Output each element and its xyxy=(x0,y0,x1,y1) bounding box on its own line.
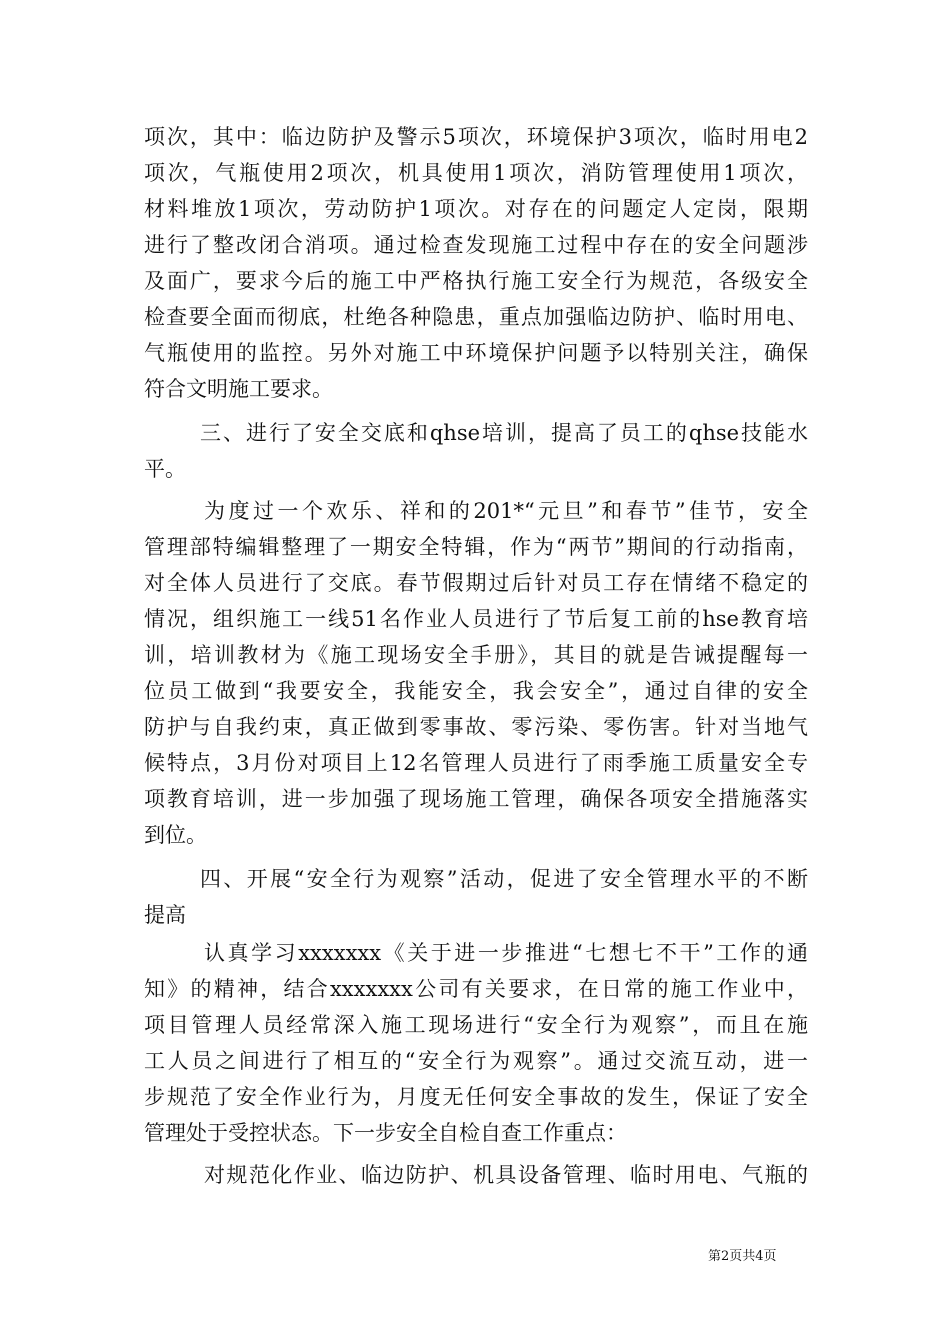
text-line: 知》的精神，结合xxxxxxx公司有关要求，在日常的施工作业中， xyxy=(144,977,808,1001)
section-heading-3: 三、进行了安全交底和qhse培训，提高了员工的qhse技能水 xyxy=(200,421,808,445)
text-line: 候特点，3月份对项目上12名管理人员进行了雨季施工质量安全专 xyxy=(144,751,808,775)
text-line: 对规范化作业、临边防护、机具设备管理、临时用电、气瓶的 xyxy=(204,1163,808,1187)
text-line: 位员工做到“我要安全，我能安全，我会安全”，通过自律的安全 xyxy=(144,679,808,703)
text-line: 进行了整改闭合消项。通过检查发现施工过程中存在的安全问题涉 xyxy=(144,233,808,257)
text-line: 管理部特编辑整理了一期安全特辑，作为“两节”期间的行动指南， xyxy=(144,535,808,559)
text-line: 步规范了安全作业行为，月度无任何安全事故的发生，保证了安全 xyxy=(144,1085,808,1109)
text-line: 认真学习xxxxxxx《关于进一步推进“七想七不干”工作的通 xyxy=(204,941,808,965)
text-line: 项教育培训，进一步加强了现场施工管理，确保各项安全措施落实 xyxy=(144,787,808,811)
text-line: 气瓶使用的监控。另外对施工中环境保护问题予以特别关注，确保 xyxy=(144,341,808,365)
text-line: 项次，气瓶使用2项次，机具使用1项次，消防管理使用1项次， xyxy=(144,161,808,185)
section-heading-3-cont: 平。 xyxy=(144,457,186,481)
text-line: 为度过一个欢乐、祥和的201*“元旦”和春节”佳节，安全 xyxy=(204,499,808,523)
text-line: 管理处于受控状态。下一步安全自检自查工作重点： xyxy=(144,1121,627,1145)
text-line: 对全体人员进行了交底。春节假期过后针对员工存在情绪不稳定的 xyxy=(144,571,808,595)
text-line: 情况，组织施工一线51名作业人员进行了节后复工前的hse教育培 xyxy=(144,607,808,631)
text-line: 到位。 xyxy=(144,823,207,847)
text-line: 检查要全面而彻底，杜绝各种隐患，重点加强临边防护、临时用电、 xyxy=(144,305,808,329)
text-line: 训，培训教材为《施工现场安全手册》，其目的就是告诫提醒每一 xyxy=(144,643,808,667)
text-line: 及面广，要求今后的施工中严格执行施工安全行为规范，各级安全 xyxy=(144,269,808,293)
text-line: 项次，其中：临边防护及警示5项次，环境保护3项次，临时用电2 xyxy=(144,125,808,149)
text-line: 材料堆放1项次，劳动防护1项次。对存在的问题定人定岗，限期 xyxy=(144,197,808,221)
text-line: 符合文明施工要求。 xyxy=(144,377,333,401)
section-heading-4: 四、开展“安全行为观察”活动，促进了安全管理水平的不断 xyxy=(200,867,808,891)
text-line: 防护与自我约束，真正做到零事故、零污染、零伤害。针对当地气 xyxy=(144,715,808,739)
text-line: 工人员之间进行了相互的“安全行为观察”。通过交流互动，进一 xyxy=(144,1049,808,1073)
text-line: 项目管理人员经常深入施工现场进行“安全行为观察”，而且在施 xyxy=(144,1013,808,1037)
page-number-footer: 第2页共4页 xyxy=(708,1249,777,1264)
section-heading-4-cont: 提高 xyxy=(144,903,186,927)
